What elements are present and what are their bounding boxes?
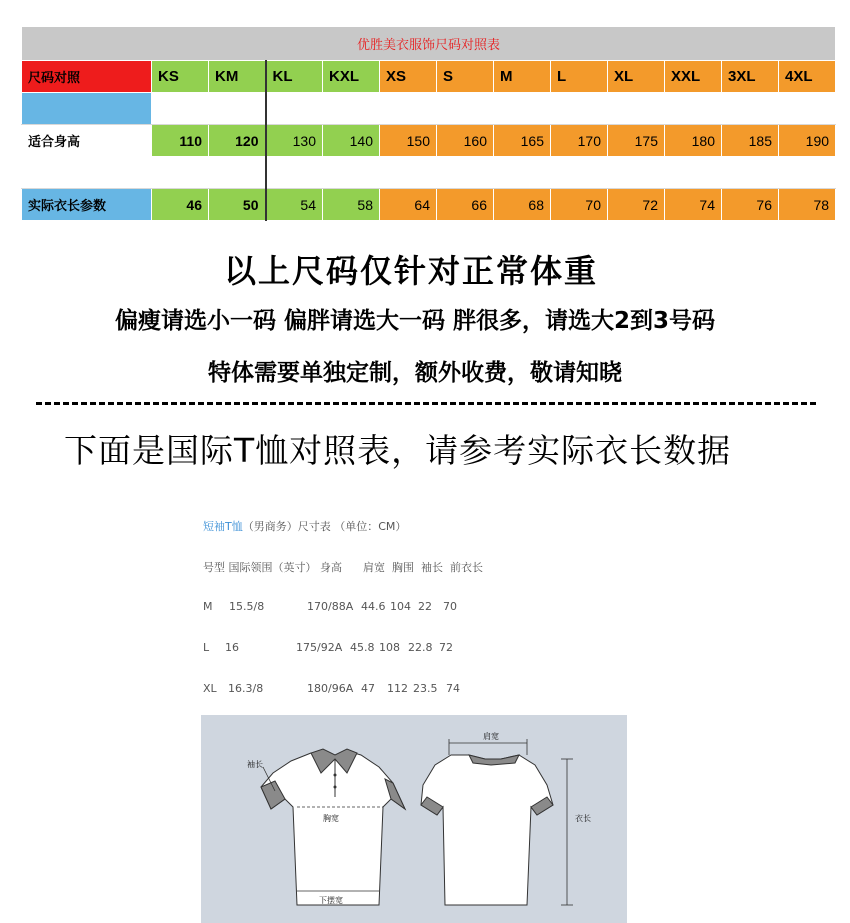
spec-length: 72 xyxy=(439,641,453,654)
spec-size: M xyxy=(203,600,213,613)
dashed-divider xyxy=(36,402,816,405)
spec-height: 180/96A xyxy=(307,682,354,695)
height-value: 130 xyxy=(266,125,323,157)
size-label: 4XL xyxy=(779,61,836,93)
size-label: KL xyxy=(266,61,323,93)
spec-title-unit: （男商务）尺寸表 （单位：CM） xyxy=(242,520,407,533)
size-chart-table xyxy=(21,26,836,221)
spec-shoulder: 45.8 xyxy=(350,641,375,654)
spec-sleeve: 22 xyxy=(418,600,432,613)
size-label: KM xyxy=(209,61,266,93)
spec-neck: 16.3/8 xyxy=(228,682,264,695)
length-value: 46 xyxy=(152,189,209,221)
height-row-label: 适合身高 xyxy=(22,125,152,157)
size-label: XS xyxy=(380,61,437,93)
length-value: 78 xyxy=(779,189,836,221)
blank-row-label xyxy=(22,93,152,125)
height-value: 120 xyxy=(209,125,266,157)
shoulder-width-label: 肩宽 xyxy=(483,732,499,741)
length-value: 76 xyxy=(722,189,779,221)
shirt-back-illustration xyxy=(421,739,573,905)
spec-shoulder: 47 xyxy=(361,682,375,695)
spec-length: 70 xyxy=(443,600,457,613)
length-value: 70 xyxy=(551,189,608,221)
spec-height: 175/92A xyxy=(296,641,343,654)
spec-height: 170/88A xyxy=(307,600,354,613)
spec-title-product: 短袖T恤 xyxy=(203,520,243,533)
spec-shoulder: 44.6 xyxy=(361,600,386,613)
length-value: 50 xyxy=(209,189,266,221)
spec-neck: 16 xyxy=(225,641,239,654)
height-value: 185 xyxy=(722,125,779,157)
hem-width-label: 下摆宽 xyxy=(319,896,343,905)
height-value: 175 xyxy=(608,125,665,157)
length-value: 72 xyxy=(608,189,665,221)
size-label: 3XL xyxy=(722,61,779,93)
size-label: XL xyxy=(608,61,665,93)
size-label: KXL xyxy=(323,61,380,93)
spec-size: L xyxy=(203,641,210,654)
spec-length: 74 xyxy=(446,682,460,695)
custom-order-notice: 特体需要单独定制，额外收费，敬请知晓 xyxy=(208,360,622,386)
height-value: 170 xyxy=(551,125,608,157)
length-value: 68 xyxy=(494,189,551,221)
height-value: 190 xyxy=(779,125,836,157)
size-chart-title: 优胜美衣服饰尺码对照表 xyxy=(22,27,836,61)
height-value: 150 xyxy=(380,125,437,157)
size-label: L xyxy=(551,61,608,93)
spec-sleeve: 23.5 xyxy=(413,682,438,695)
height-value: 180 xyxy=(665,125,722,157)
chest-width-label: 胸宽 xyxy=(323,814,339,823)
height-value: 160 xyxy=(437,125,494,157)
spec-chest: 108 xyxy=(379,641,400,654)
spec-chest: 112 xyxy=(387,682,408,695)
size-label: KS xyxy=(152,61,209,93)
length-value: 74 xyxy=(665,189,722,221)
tshirt-measurement-diagram xyxy=(201,715,627,923)
spec-title xyxy=(203,518,406,534)
size-label: S xyxy=(437,61,494,93)
sleeve-length-label: 袖长 xyxy=(247,760,263,769)
spec-row xyxy=(203,600,503,614)
spec-sleeve: 22.8 xyxy=(408,641,433,654)
shirt-front-illustration xyxy=(261,749,405,905)
weight-notice: 以上尺码仅针对正常体重 xyxy=(223,252,598,290)
intl-chart-heading: 下面是国际T恤对照表，请参考实际衣长数据 xyxy=(64,431,732,470)
length-value: 66 xyxy=(437,189,494,221)
size-header-label: 尺码对照 xyxy=(22,61,152,93)
height-value: 110 xyxy=(152,125,209,157)
size-advice-notice: 偏瘦请选小一码 偏胖请选大一码 胖很多，请选大2到3号码 xyxy=(114,308,716,334)
spec-row xyxy=(203,682,503,696)
length-value: 64 xyxy=(380,189,437,221)
length-value: 58 xyxy=(323,189,380,221)
spec-size: XL xyxy=(203,682,217,695)
blank-row-label xyxy=(22,157,152,189)
height-value: 165 xyxy=(494,125,551,157)
body-length-label: 衣长 xyxy=(575,814,591,823)
spec-neck: 15.5/8 xyxy=(229,600,265,613)
size-label: XXL xyxy=(665,61,722,93)
spec-header: 号型 国际领围（英寸） 身高 肩宽 胸围 袖长 前衣长 xyxy=(203,561,483,574)
size-label: M xyxy=(494,61,551,93)
length-value: 54 xyxy=(266,189,323,221)
length-row-label: 实际衣长参数 xyxy=(22,189,152,221)
height-value: 140 xyxy=(323,125,380,157)
spec-row xyxy=(203,641,503,655)
spec-chest: 104 xyxy=(390,600,411,613)
